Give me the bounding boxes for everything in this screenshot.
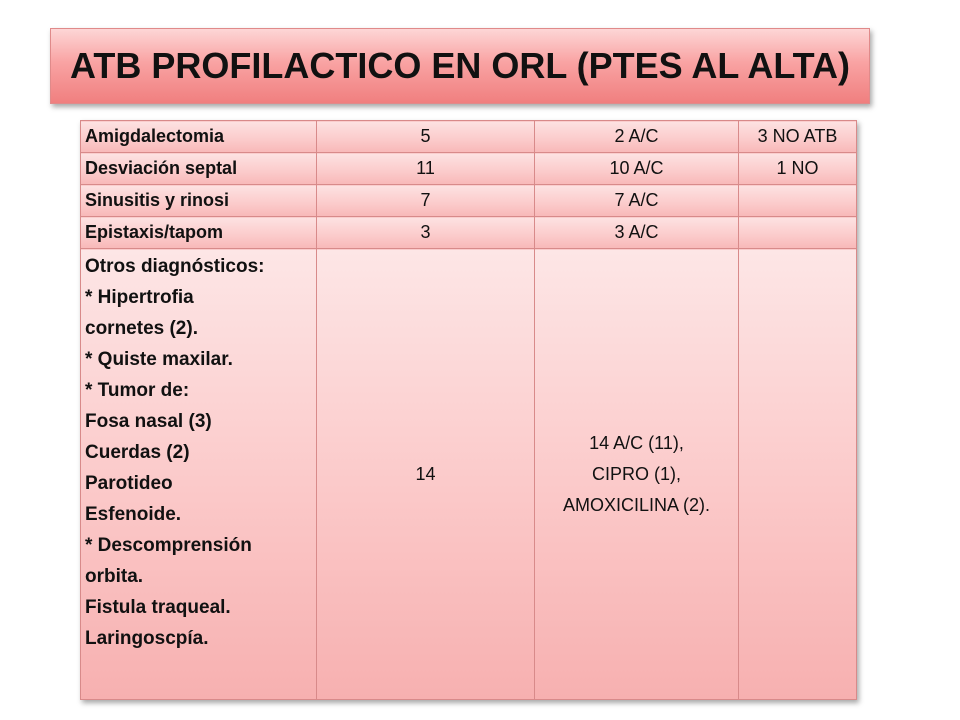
treatment-cell: 10 A/C — [535, 153, 739, 185]
other-cell — [739, 185, 857, 217]
otros-line: orbita. — [85, 566, 144, 587]
antibiotic-table — [80, 120, 857, 700]
count-cell: 3 — [317, 217, 535, 249]
count-cell: 5 — [317, 121, 535, 153]
otros-line: Fosa nasal (3) — [85, 411, 212, 432]
table-row — [81, 185, 857, 217]
diagnosis-cell: Amigdalectomia — [81, 121, 317, 153]
table-row-otros — [81, 249, 857, 700]
page-title: ATB PROFILACTICO EN ORL (PTES AL ALTA) — [70, 45, 850, 86]
otros-line: Fistula traqueal. — [85, 597, 231, 618]
otros-line: Esfenoide. — [85, 504, 182, 525]
treatment-cell: 3 A/C — [535, 217, 739, 249]
otros-line: Parotideo — [85, 473, 173, 494]
otros-treatment-line: AMOXICILINA (2). — [562, 494, 711, 515]
other-cell: 3 NO ATB — [739, 121, 857, 153]
table-row — [81, 121, 857, 153]
other-cell — [739, 217, 857, 249]
otros-line: Laringoscpía. — [85, 628, 209, 649]
otros-treatment-cell — [535, 249, 739, 700]
treatment-cell: 7 A/C — [535, 185, 739, 217]
otros-line: cornetes (2). — [85, 318, 198, 339]
otros-other-cell — [739, 249, 857, 700]
otros-line: * Tumor de: — [85, 380, 190, 401]
otros-line: Otros diagnósticos: — [85, 256, 265, 277]
otros-diagnosis-cell — [81, 249, 317, 700]
count-cell: 7 — [317, 185, 535, 217]
otros-line: Cuerdas (2) — [85, 442, 190, 463]
table-row — [81, 153, 857, 185]
otros-line: * Quiste maxilar. — [85, 349, 233, 370]
diagnosis-cell: Epistaxis/tapom — [81, 217, 317, 249]
other-cell: 1 NO — [739, 153, 857, 185]
count-cell: 11 — [317, 153, 535, 185]
otros-line: * Descomprensión — [85, 535, 252, 556]
otros-treatment-line: CIPRO (1), — [591, 463, 681, 484]
otros-line: * Hipertrofia — [85, 287, 194, 308]
treatment-cell: 2 A/C — [535, 121, 739, 153]
diagnosis-cell: Desviación septal — [81, 153, 317, 185]
table-row — [81, 217, 857, 249]
diagnosis-cell: Sinusitis y rinosi — [81, 185, 317, 217]
otros-treatment-line: 14 A/C (11), — [589, 432, 684, 453]
otros-count-cell: 14 — [317, 249, 535, 700]
title-banner — [50, 28, 870, 104]
